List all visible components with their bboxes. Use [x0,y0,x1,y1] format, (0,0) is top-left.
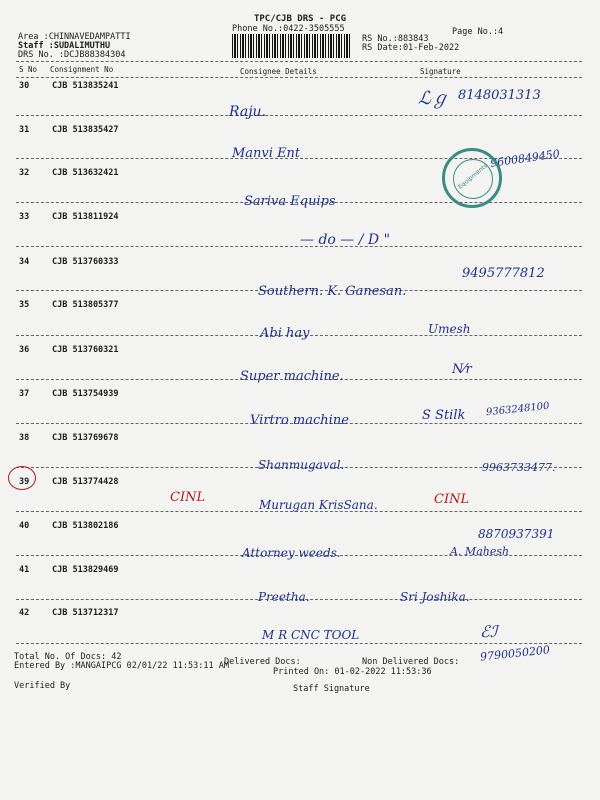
row-consignment: CJB 513805377 [52,300,119,310]
row-sno: 34 [19,257,30,267]
handwritten-note: — do — / D " [300,232,391,248]
divider [16,115,582,116]
table-row [16,433,582,445]
col-consignee: Consignee Details [240,67,317,76]
handwritten-name: Southern. K. Ganesan. [258,284,407,299]
row-sno: 40 [19,521,30,531]
handwritten-name: Super machine. [240,369,344,384]
document-title: TPC/CJB DRS - PCG [253,14,347,24]
table-row [16,345,582,357]
divider [16,77,582,78]
staff-label: Staff :SUDALIMUTHU [18,41,111,51]
row-sno: 31 [19,125,30,135]
rs-number: RS No.:883843 [362,34,429,44]
row-consignment: CJB 513802186 [52,521,119,531]
signature-scribble: ℰℐ [480,622,498,641]
divider [16,643,582,644]
handwritten-note-red: CINL [170,490,206,505]
printed-on: Printed On: 01-02-2022 11:53:36 [273,667,432,677]
row-sno: 42 [19,608,30,618]
phone-number: Phone No.:0422-3505555 [232,24,345,34]
verified-by: Verified By [14,681,71,691]
handwritten-phone: 8870937391 [478,527,555,541]
col-sno: S No [19,65,38,74]
row-consignment: CJB 513769678 [52,433,119,443]
row-consignment: CJB 513829469 [52,565,119,575]
handwritten-name: Abi hay [260,326,310,341]
handwritten-name: Sariva Equips [244,194,336,209]
row-sno: 39 [19,477,30,487]
row-consignment: CJB 513632421 [52,168,119,178]
entered-by: Entered By :MANGAIPCG 02/01/22 11:53:11 AM [14,661,229,671]
delivered-docs: Delivered Docs: [224,657,301,667]
rs-date: RS Date:01-Feb-2022 [362,43,460,53]
handwritten-signature: Sri Joshika. [400,590,470,604]
signature-scribble: ℒℊ [418,88,449,109]
handwritten-phone: 8148031313 [458,88,541,103]
table-row [16,125,582,137]
divider [16,246,582,247]
row-consignment: CJB 513760333 [52,257,119,267]
table-row [16,477,582,489]
non-delivered-docs: Non Delivered Docs: [362,657,460,667]
row-sno: 41 [19,565,30,575]
drs-number: DRS No. :DCJB88384304 [18,50,126,60]
row-sno: 30 [19,81,30,91]
table-row [16,389,582,401]
handwritten-name: Attorney weeds. [242,546,341,560]
row-sno: 37 [19,389,30,399]
handwritten-name: Murugan KrisSana. [259,498,378,512]
row-consignment: CJB 513811924 [52,212,119,222]
table-row [16,565,582,577]
row-consignment: CJB 513712317 [52,608,119,618]
row-sno: 32 [19,168,30,178]
row-consignment: CJB 513835427 [52,125,119,135]
divider [16,61,582,62]
row-sno: 35 [19,300,30,310]
col-signature: Signature [420,67,461,76]
handwritten-signature: Umesh [428,322,471,336]
table-row [16,608,582,620]
col-consignment: Consignment No [50,65,114,74]
row-sno: 36 [19,345,30,355]
handwritten-name: Manvi Ent [232,146,301,161]
handwritten-phone: 9790050200 [479,643,551,664]
total-docs: Total No. Of Docs: 42 [14,652,122,662]
handwritten-phone: 9963733477. [482,461,556,474]
row-consignment: CJB 513760321 [52,345,119,355]
staff-signature: Staff Signature [293,684,370,694]
row-consignment: CJB 513835241 [52,81,119,91]
handwritten-phone: 9495777812 [462,266,545,281]
handwritten-note-red: CINL [434,492,470,507]
handwritten-signature: A. Mahesh [450,545,510,558]
stamp-text: Equipments [457,162,489,191]
barcode-icon [232,34,352,58]
company-stamp [442,148,502,208]
row-consignment: CJB 513774428 [52,477,119,487]
row-consignment: CJB 513754939 [52,389,119,399]
handwritten-phone: 9600849450 [489,147,561,170]
handwritten-name: M R CNC TOOL [262,628,360,642]
handwritten-name: Shanmugaval. [258,458,345,472]
signature-scribble: N⁄r [452,362,472,377]
page-number: Page No.:4 [452,27,504,37]
row-sno: 38 [19,433,30,443]
table-row [16,212,582,224]
row-sno: 33 [19,212,30,222]
table-row [16,300,582,312]
handwritten-name: Virtro machine [250,413,349,428]
handwritten-name: Raju. [229,104,267,120]
handwritten-name: Preetha. [258,590,310,604]
handwritten-signature: S Stilk [422,408,466,423]
handwritten-phone: 9363248100 [485,400,551,419]
area-label: Area :CHINNAVEDAMPATTI [18,32,131,42]
